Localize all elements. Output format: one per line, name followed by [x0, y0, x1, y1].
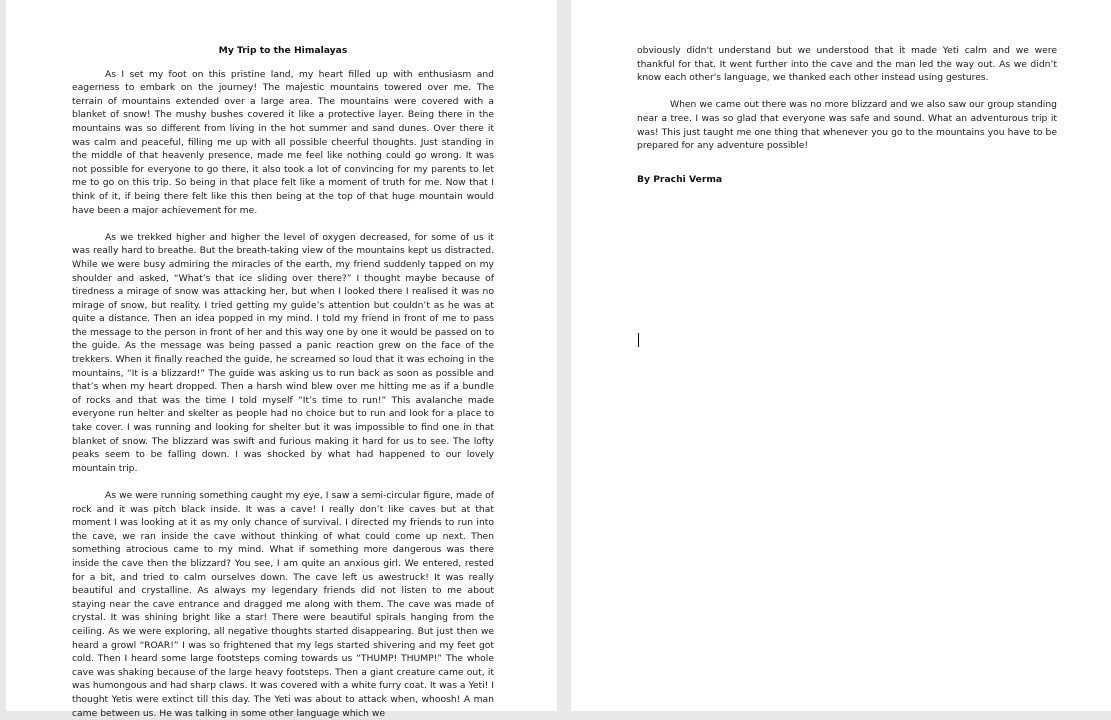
paragraph-3: As we were running something caught my eye, I saw a semi-circular figure, made of rock and it was pitch black inside. It was a cave! I really don’t like caves but at that moment I was looking at it as my only chance of survival. I directed my friends to run into the cave, we ran inside the cave without thinking of what could come up next. Then something atrocious came to my mind. What if something more dangerous was there inside the cave then the blizzard? You see, I am quite an anxious girl. We entered, rested for a bit, and tried to calm ourselves down. The cave left us awestruck! It was really beautiful and crystalline. As always my legendary friends did not listen to me about staying near the cave entrance and dragged me along with them. The cave was made of crystal. It was shining bright like a star! There were beautiful spirals hanging from the ceiling. As we were exploring, all negative thoughts started disappearing. But just then we heard a growl “ROAR!” I was so frightened that my legs started shivering and my feet got cold. Then I heard some large footsteps coming towards us “THUMP! THUMP!” The whole cave was shaking because of the large heavy footsteps. Then a giant creature came out, it was humongous and had sharp claws. It was covered with a white furry coat. It was a Yeti! I thought Yetis were extinct till this day. The Yeti was about to attack when, whoosh! A man came between us. He was talking in some other language which we: [72, 490, 494, 719]
document-page-2[interactable]: [571, 0, 1111, 711]
paragraph-3-continued: obviously didn't understand but we understood that it made Yeti calm and we were thankful for that. It went further into the cave and the man led the way out. As we didn’t know each other's language, we thanked each other instead using gestures.: [637, 45, 1057, 84]
document-title: My Trip to the Himalayas: [218, 45, 348, 56]
author-byline: By Prachi Verma: [637, 173, 723, 185]
paragraph-4: When we came out there was no more blizzard and we also saw our group standing near a tree. I was so glad that everyone was safe and sound. What an adventurous trip it was! This just taught me one thing that whenever you go to the mountains you have to be prepared for any adventure possible!: [637, 99, 1057, 152]
text-cursor: [638, 333, 639, 347]
document-page-1[interactable]: [6, 0, 557, 719]
paragraph-2: As we trekked higher and higher the level of oxygen decreased, for some of us it was really hard to breathe. But the breath-taking view of the mountains kept us distracted. While we were busy admiring the miracles of the earth, my friend suddenly tapped on my shoulder and asked, “What’s that ice sliding over there?” I thought maybe because of tiredness a mirage of snow was attacking her, but when I looked there I realised it was no mirage of snow, but reality. I tried getting my guide’s attention but couldn’t as he was at quite a distance. Then an idea popped in my mind. I told my friend in front of me to pass the message to the person in front of her and this way one by one it would be passed on to the guide. As the message was being passed a panic reaction grew on the face of the trekkers. When it finally reached the guide, he screamed so loud that it was echoing in the mountains, “It is a blizzard!” The guide was asking us to run back as soon as possible and that’s when my heart dropped. Then a harsh wind blew over me hitting me as if a bundle of rocks and that was the time I told myself “It’s time to run!” This avalanche made everyone run helter and skelter as people had no choice but to run and look for a place to take cover. I was running and looking for shelter but it was impossible to find one in that blanket of snow. The blizzard was swift and furious making it hard for us to see. The lofty peaks seem to be falling down. I was shocked by what had happened to our lovely mountain trip.: [72, 231, 494, 474]
paragraph-1: As I set my foot on this pristine land, my heart filled up with enthusiasm and eagerness to embark on the journey! The majestic mountains towered over me. The terrain of mountains extended over a large area. The mountains were covered with a blanket of snow! The mushy bushes covered it like a protective layer. Being there in the mountains was so different from living in the hot summer and sand dunes. Over there it was calm and peaceful, filling me up with all possible cheerful thoughts. Just standing in the middle of that heavenly presence, made me feel like nothing could go wrong. It was not possible for everyone to go there, it also took a lot of convincing for my parents to let me to go on this trip. So being in that place felt like a moment of truth for me. Now that I think of it, if being there felt like this then being at the top of that huge mountain would have been a major achievement for me.: [72, 68, 494, 216]
